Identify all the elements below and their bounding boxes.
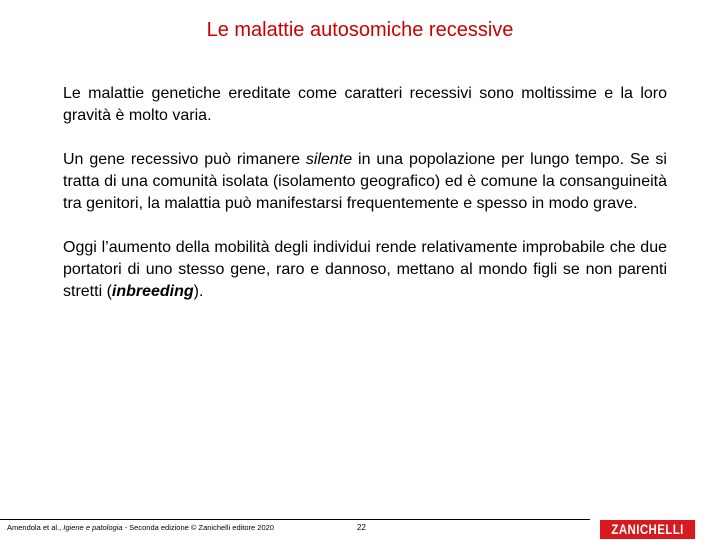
paragraph-2-emphasis: silente bbox=[305, 151, 353, 168]
slide-body bbox=[63, 83, 667, 325]
paragraph-2 bbox=[63, 149, 667, 215]
paragraph-2-after: in una popolazione per lungo tempo. Se si tratta di una comunità isolata (isolamento geografico) ed è comune la consanguineità tra genitori, la malattia può manifestarsi frequentemente e spesso in modo grave. bbox=[63, 151, 667, 212]
page-number: 22 bbox=[357, 523, 366, 532]
paragraph-1 bbox=[63, 83, 667, 127]
footer-divider bbox=[0, 519, 590, 520]
publisher-logo: ZANICHELLI bbox=[600, 520, 695, 539]
paragraph-3-after: ). bbox=[193, 283, 204, 300]
paragraph-3-before: Oggi l’aumento della mobilità degli individui rende relativamente improbabile che due portatori di uno stesso gene, raro e dannoso, mettano al mondo figli se non parenti stretti ( bbox=[63, 239, 667, 300]
paragraph-1-text: Le malattie genetiche ereditate come caratteri recessivi sono moltissime e la loro gravità è molto varia. bbox=[63, 85, 667, 124]
paragraph-2-before: Un gene recessivo può rimanere bbox=[63, 151, 306, 168]
footer-book-title: Igiene e patologia bbox=[63, 523, 123, 532]
footer-edition: - Seconda edizione © Zanichelli editore 2020 bbox=[122, 523, 274, 532]
footer-authors: Amendola et al., bbox=[7, 523, 64, 532]
paragraph-3-term: inbreeding bbox=[111, 283, 194, 300]
paragraph-3 bbox=[63, 237, 667, 303]
slide-title: Le malattie autosomiche recessive bbox=[206, 19, 514, 41]
footer-credit bbox=[7, 523, 274, 532]
